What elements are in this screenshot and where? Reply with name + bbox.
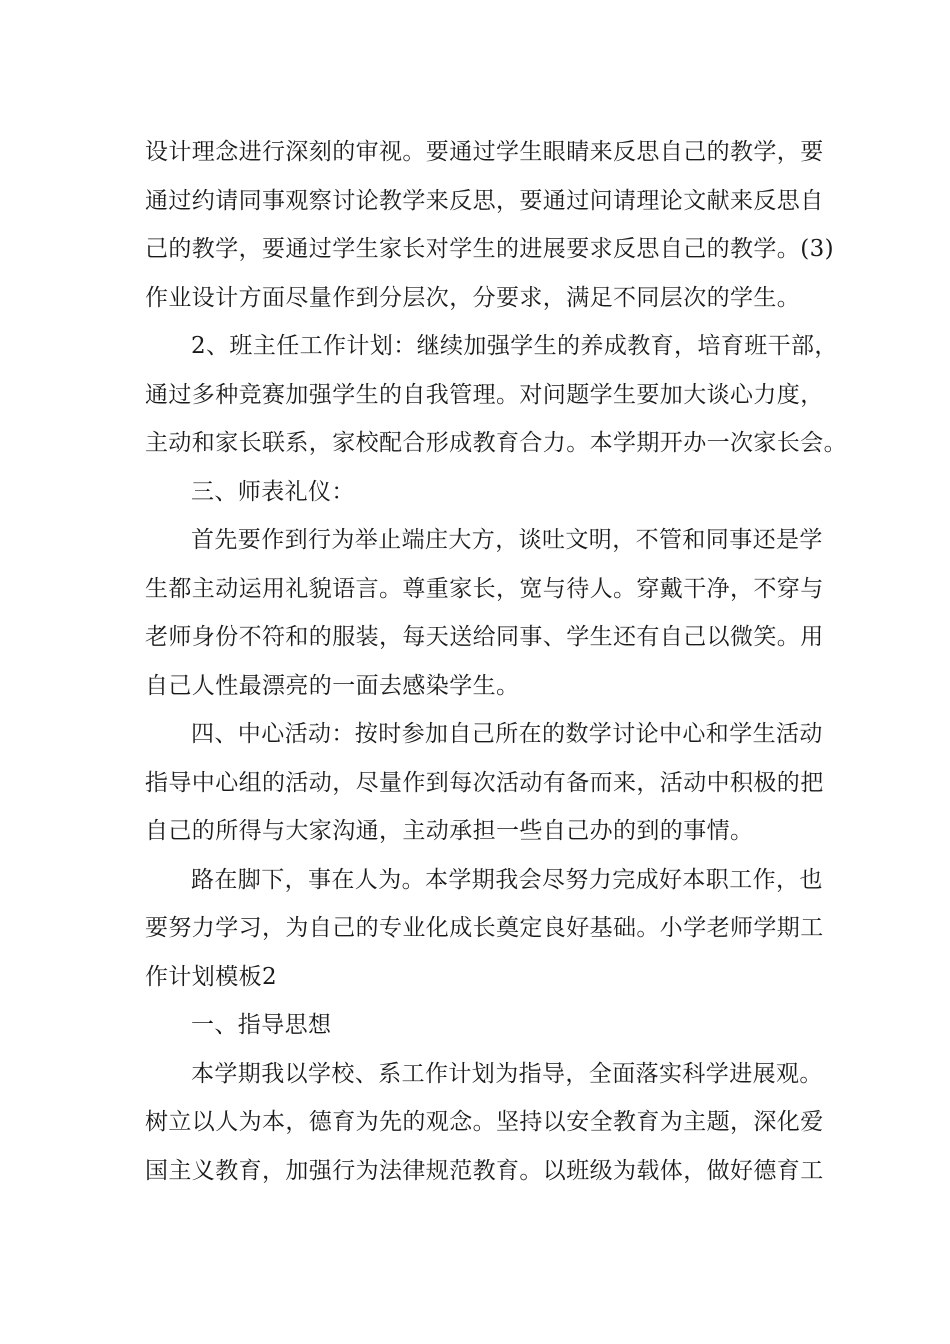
text-line: 自己人性最漂亮的一面去感染学生。: [145, 672, 520, 699]
text-line: 通过约请同事观察讨论教学来反思，要通过问请理论文献来反思自: [145, 187, 824, 214]
paragraph-start-line: 本学期我以学校、系工作计划为指导，全面落实科学进展观。: [191, 1060, 823, 1087]
section-heading-line: 三、师表礼仪：: [191, 478, 355, 505]
text-line: 生都主动运用礼貌语言。尊重家长，宽与待人。穿戴干净，不穿与: [145, 575, 824, 602]
section-heading-line: 一、指导思想: [191, 1012, 332, 1038]
text-line: 国主义教育，加强行为法律规范教育。以班级为载体，做好德育工: [145, 1157, 824, 1184]
text-line: 树立以人为本，德育为先的观念。坚持以安全教育为主题，深化爱: [145, 1109, 824, 1135]
text-line: 己的教学，要通过学生家长对学生的进展要求反思自己的教学。(3): [145, 236, 834, 262]
text-line: 作计划模板2: [145, 963, 278, 990]
text-line: 作业设计方面尽量作到分层次，分要求，满足不同层次的学生。: [145, 284, 801, 311]
text-line: 设计理念进行深刻的审视。要通过学生眼睛来反思自己的教学，要: [145, 139, 824, 165]
text-line: 老师身份不符和的服装，每天送给同事、学生还有自己以微笑。用: [145, 624, 824, 650]
paragraph-start-line: 2、班主任工作计划：继续加强学生的养成教育，培育班干部，: [191, 333, 838, 359]
text-line: 主动和家长联系，家校配合形成教育合力。本学期开办一次家长会。: [145, 430, 847, 456]
paragraph-start-line: 首先要作到行为举止端庄大方，谈吐文明，不管和同事还是学: [191, 527, 823, 553]
paragraph-start-line: 四、中心活动：按时参加自己所在的数学讨论中心和学生活动: [191, 721, 823, 747]
text-line: 自己的所得与大家沟通，主动承担一些自己办的到的事情。: [145, 818, 754, 844]
text-line: 要努力学习，为自己的专业化成长奠定良好基础。小学老师学期工: [145, 915, 824, 941]
text-line: 指导中心组的活动，尽量作到每次活动有备而来，活动中积极的把: [145, 769, 824, 796]
document-body: [145, 128, 847, 1195]
text-line: 通过多种竞赛加强学生的自我管理。对问题学生要加大谈心力度，: [145, 381, 824, 408]
paragraph-start-line: 路在脚下，事在人为。本学期我会尽努力完成好本职工作，也: [191, 866, 823, 893]
